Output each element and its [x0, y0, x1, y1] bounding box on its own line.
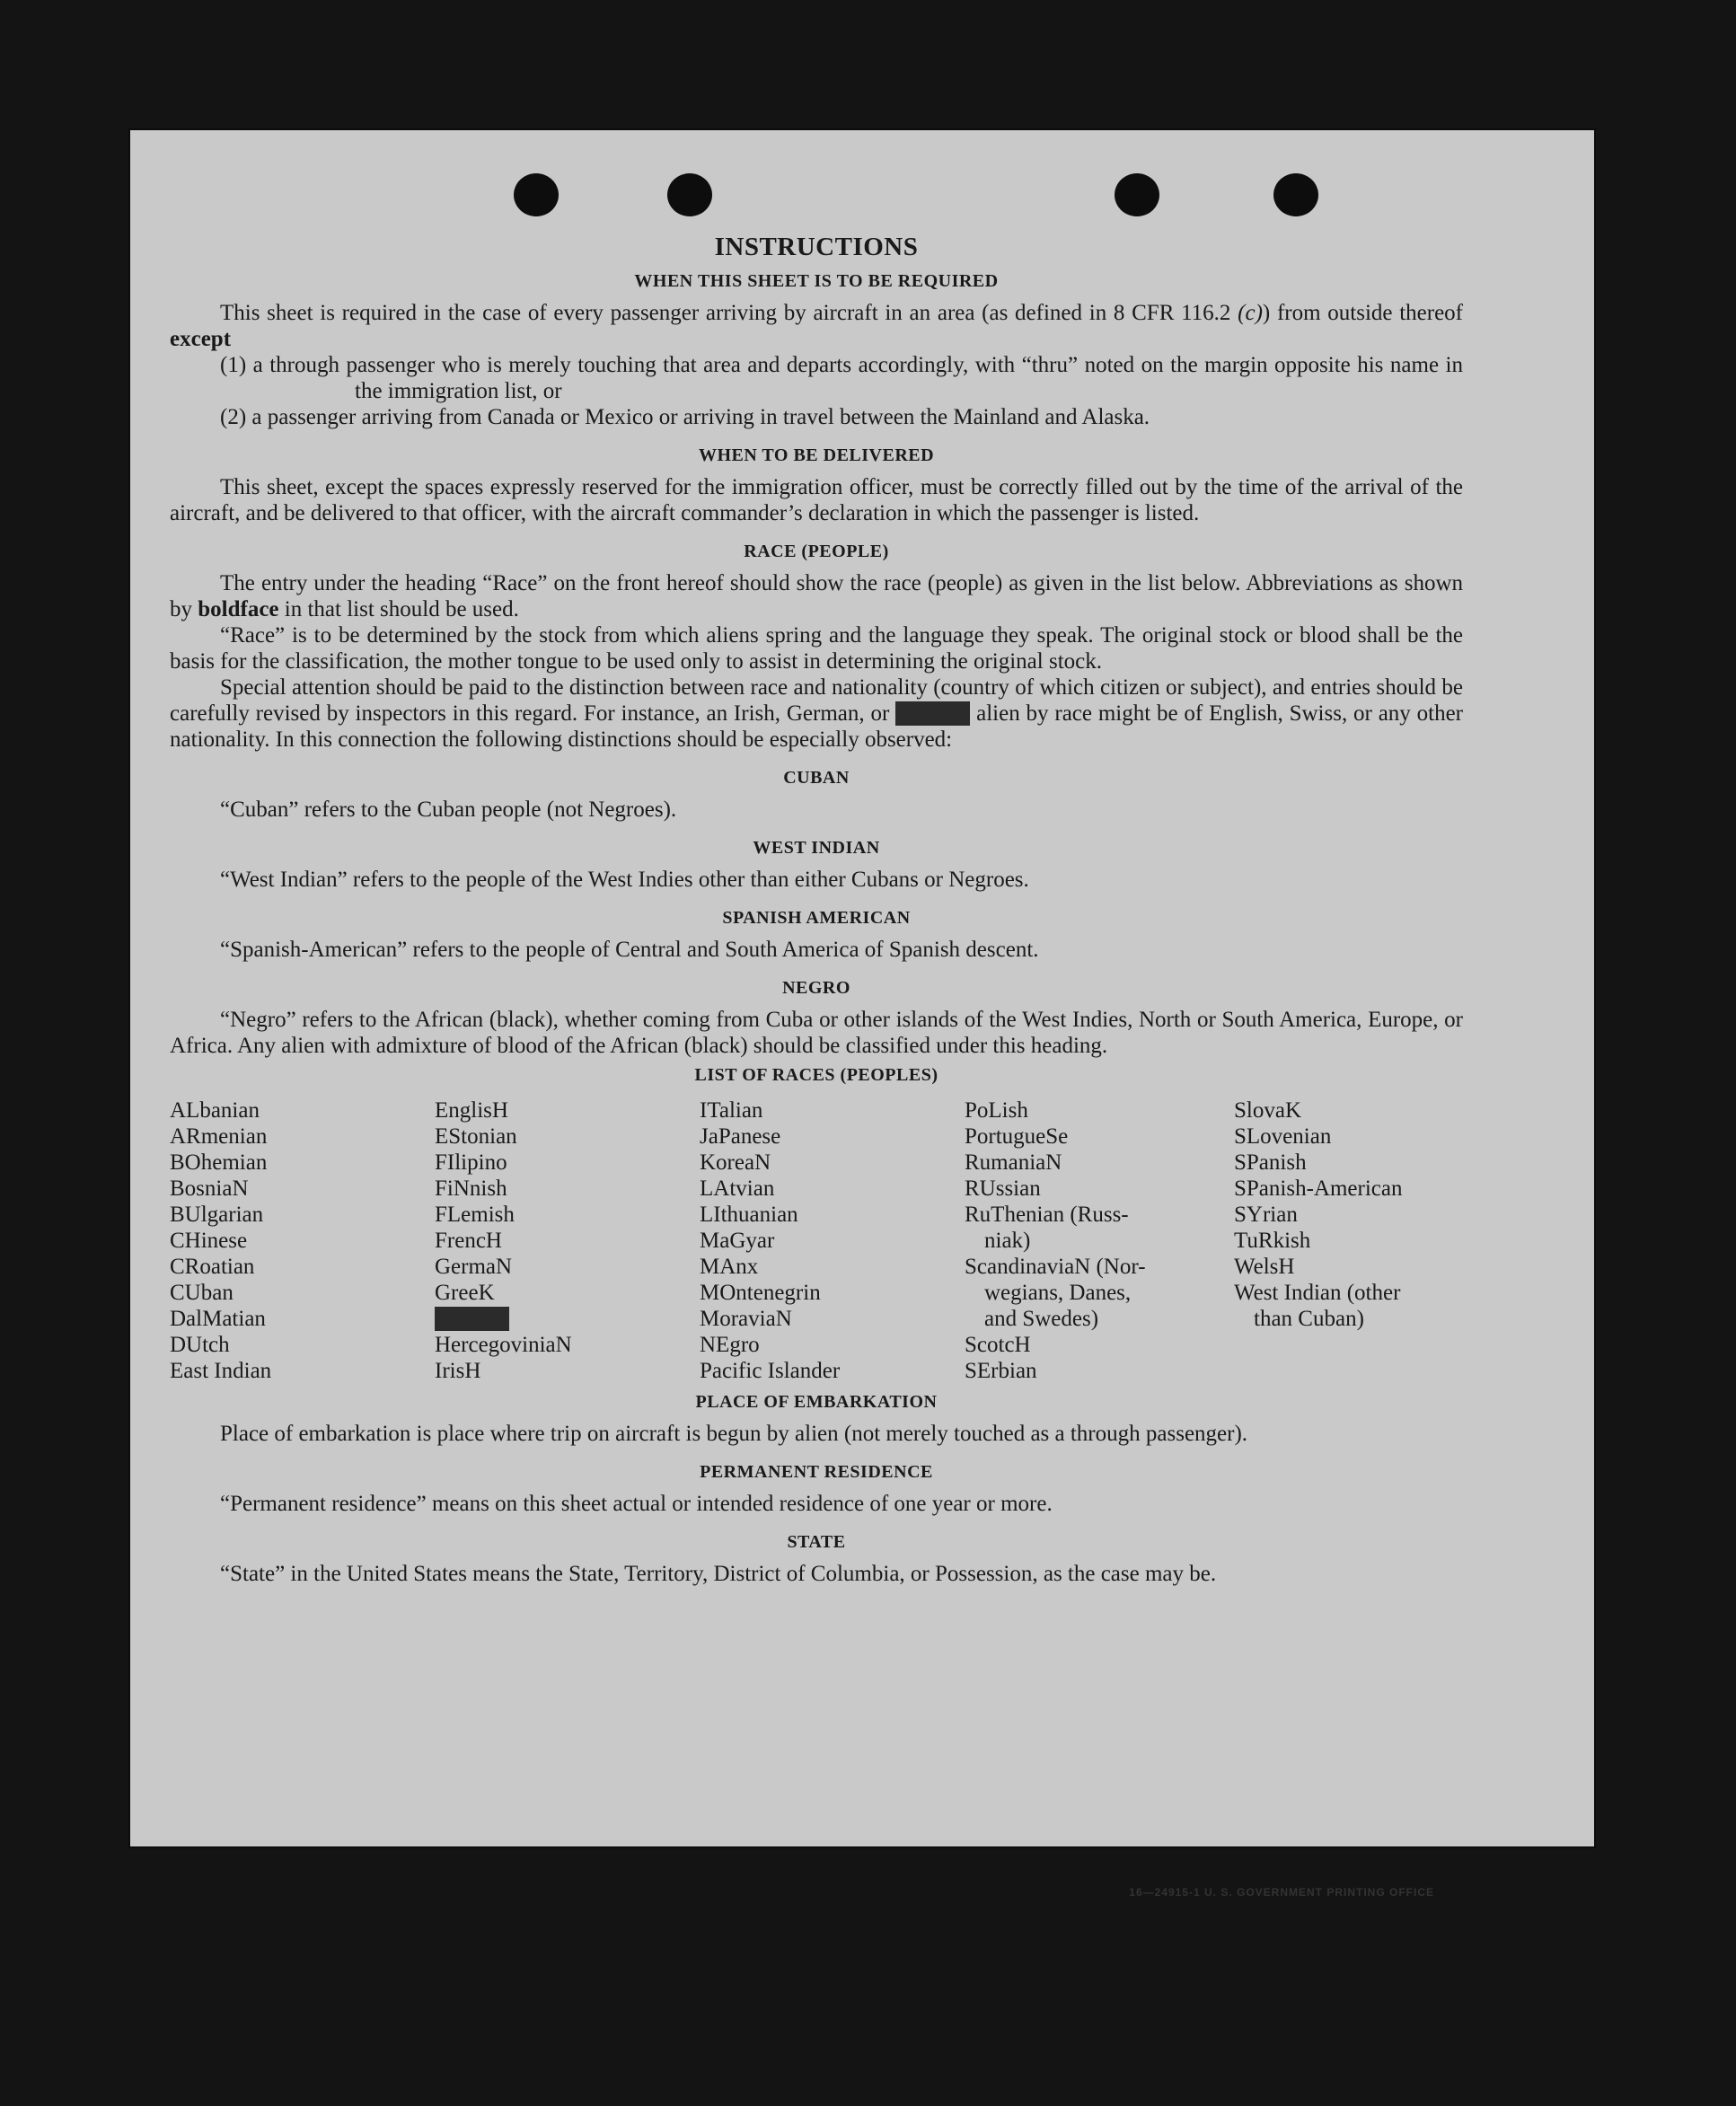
punch-hole	[1115, 173, 1159, 216]
paragraph-required: This sheet is required in the case of every passenger arriving by aircraft in an area (as defined in 8 CFR 116.2 (c)) from outside thereof except	[170, 301, 1463, 351]
heading-embarkation: PLACE OF EMBARKATION	[695, 1392, 938, 1412]
paragraph-race-1: The entry under the heading “Race” on the front hereof should show the race (people) as given in the list below. Abbreviations as shown by boldface in that list should be used.	[170, 571, 1463, 621]
race-item: SErbian	[965, 1359, 1037, 1383]
race-item: FLemish	[435, 1203, 515, 1227]
paragraph-cuban: “Cuban” refers to the Cuban people (not Negroes).	[220, 797, 677, 822]
race-item: SlovaK	[1234, 1098, 1301, 1123]
heading-state: STATE	[787, 1532, 846, 1552]
race-item: East Indian	[170, 1359, 272, 1383]
race-item: FIlipino	[435, 1150, 507, 1175]
race-item: MaGyar	[700, 1229, 775, 1253]
race-item: SLovenian	[1234, 1124, 1332, 1149]
race-item: IrisH	[435, 1359, 481, 1383]
punch-hole	[1273, 173, 1318, 216]
paragraph-race-2: “Race” is to be determined by the stock from which aliens spring and the language they speak. The original stock or blood shall be the basis for the classification, the mother tongue to be used only to assist in determining the original stock.	[170, 623, 1463, 674]
heading-race: RACE (PEOPLE)	[744, 542, 889, 561]
races-column-1	[170, 1097, 435, 1384]
race-item-continued: than Cuban)	[1254, 1307, 1364, 1331]
printing-office-footer: 16—24915-1 U. S. GOVERNMENT PRINTING OFFICE	[1129, 1886, 1434, 1899]
race-item: DalMatian	[170, 1307, 266, 1331]
race-item: CHinese	[170, 1229, 248, 1253]
document-sheet	[128, 128, 1596, 1899]
race-item: RUssian	[965, 1176, 1041, 1201]
race-item: ITalian	[700, 1098, 763, 1123]
paragraph-state: “State” in the United States means the State, Territory, District of Columbia, or Possession, as the case may be.	[220, 1562, 1217, 1586]
exception-item-1: (1) a through passenger who is merely touching that area and departs accordingly, with “thru” noted on the margin opposite his name in the immigration list, or	[220, 353, 1463, 403]
race-item: KoreaN	[700, 1150, 771, 1175]
punch-hole	[667, 173, 712, 216]
races-column-4	[965, 1097, 1234, 1384]
heading-when-delivered: WHEN TO BE DELIVERED	[698, 445, 935, 465]
redacted-word: Hebrew	[897, 701, 969, 726]
race-item: PoLish	[965, 1098, 1028, 1123]
race-item: SPanish	[1234, 1150, 1307, 1175]
race-item-continued: wegians, Danes,	[984, 1281, 1132, 1305]
race-item: BosniaN	[170, 1176, 249, 1201]
race-item: ScandinaviaN (Nor-	[965, 1255, 1146, 1279]
heading-list-of-races: LIST OF RACES (PEOPLES)	[694, 1065, 938, 1085]
race-item: EnglisH	[435, 1098, 508, 1123]
race-item: LAtvian	[700, 1176, 775, 1201]
race-item: West Indian (other	[1234, 1281, 1401, 1305]
race-item-redacted: Hebrew	[436, 1307, 508, 1331]
paragraph-delivered: This sheet, except the spaces expressly reserved for the immigration officer, must be correctly filled out by the time of the arrival of the aircraft, and be delivered to that officer, with the aircraft commander’s declaration in which the passenger is listed.	[170, 475, 1463, 525]
race-item-continued: and Swedes)	[984, 1307, 1099, 1331]
page-title: INSTRUCTIONS	[714, 233, 919, 261]
race-item-continued: niak)	[984, 1229, 1031, 1253]
paragraph-spanish-american: “Spanish-American” refers to the people of Central and South America of Spanish descent.	[220, 938, 1039, 962]
race-item: Pacific Islander	[700, 1359, 841, 1383]
races-list	[170, 1097, 1463, 1384]
race-item: ScotcH	[965, 1333, 1031, 1357]
race-item: LIthuanian	[700, 1203, 798, 1227]
race-item: HercegoviniaN	[435, 1333, 572, 1357]
heading-negro: NEGRO	[782, 978, 850, 998]
exception-item-2: (2) a passenger arriving from Canada or Mexico or arriving in travel between the Mainland and Alaska.	[220, 405, 1150, 429]
race-item: MoraviaN	[700, 1307, 792, 1331]
race-item: ARmenian	[170, 1124, 268, 1149]
heading-cuban: CUBAN	[783, 768, 850, 788]
race-item: RuThenian (Russ-	[965, 1203, 1129, 1227]
race-item: BOhemian	[170, 1150, 268, 1175]
paragraph-residence: “Permanent residence” means on this sheet actual or intended residence of one year or more.	[220, 1492, 1053, 1516]
race-item: TuRkish	[1234, 1229, 1311, 1253]
race-item: SYrian	[1234, 1203, 1298, 1227]
paragraph-negro: “Negro” refers to the African (black), whether coming from Cuba or other islands of the West Indies, North or South America, Europe, or Africa. Any alien with admixture of blood of the African (black) should be classified under this heading.	[170, 1008, 1463, 1058]
race-item: CRoatian	[170, 1255, 255, 1279]
race-item: MAnx	[700, 1255, 759, 1279]
race-item: FrencH	[435, 1229, 502, 1253]
race-item: RumaniaN	[965, 1150, 1062, 1175]
race-item: BUlgarian	[170, 1203, 264, 1227]
race-item: JaPanese	[700, 1124, 781, 1149]
race-item: GermaN	[435, 1255, 513, 1279]
race-item: CUban	[170, 1281, 234, 1305]
punch-hole	[514, 173, 559, 216]
paragraph-embarkation: Place of embarkation is place where trip on aircraft is begun by alien (not merely touched as a through passenger).	[220, 1422, 1248, 1446]
heading-residence: PERMANENT RESIDENCE	[700, 1462, 933, 1482]
paragraph-race-3: Special attention should be paid to the distinction between race and nationality (country of which citizen or subject), and entries should be carefully revised by inspectors in this regard. For instance, an Irish, German, or Hebrew alien by race might be of English, Swiss, or any other nationality. In this connection the following distinctions should be especially observed:	[170, 675, 1464, 752]
race-item: DUtch	[170, 1333, 230, 1357]
race-item: PortugueSe	[965, 1124, 1069, 1149]
races-column-3	[700, 1097, 965, 1384]
race-item: GreeK	[435, 1281, 495, 1305]
race-item: NEgro	[700, 1333, 760, 1357]
heading-spanish-american: SPANISH AMERICAN	[722, 908, 911, 928]
paragraph-west-indian: “West Indian” refers to the people of the West Indies other than either Cubans or Negroes.	[220, 868, 1029, 892]
race-item: MOntenegrin	[700, 1281, 821, 1305]
race-item: ALbanian	[170, 1098, 260, 1123]
race-item: FiNnish	[435, 1176, 507, 1201]
races-column-2	[435, 1097, 700, 1384]
race-item: WelsH	[1234, 1255, 1295, 1279]
instructions-body	[170, 234, 1463, 1587]
races-column-5	[1234, 1097, 1463, 1384]
race-item: EStonian	[435, 1124, 517, 1149]
heading-west-indian: WEST INDIAN	[753, 838, 880, 858]
heading-when-required: WHEN THIS SHEET IS TO BE REQUIRED	[634, 271, 999, 291]
race-item: SPanish-American	[1234, 1176, 1403, 1201]
